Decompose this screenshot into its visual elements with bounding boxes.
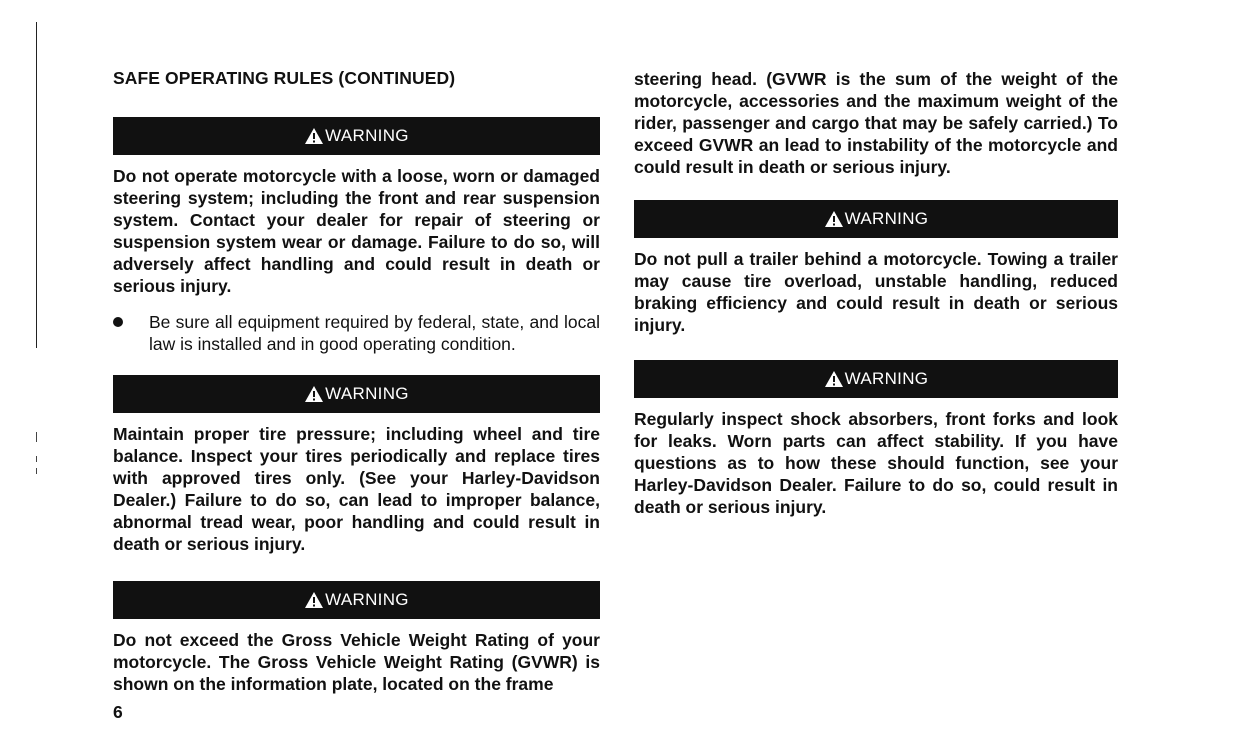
warning-triangle-icon xyxy=(304,385,324,403)
continued-text: steering head. (GVWR is the sum of the weight of the motorcycle, accessories and the maximum weight of the rider, passenger and cargo that may be safely carried.) To exceed GVWR an lead to instability of the motorcycle and could result in death or serious injury. xyxy=(634,69,1118,177)
bullet-item xyxy=(113,311,600,355)
right-column xyxy=(634,68,1118,518)
warning-label: WARNING xyxy=(844,209,929,228)
warning-triangle-icon xyxy=(304,591,324,609)
bullet-icon xyxy=(113,317,123,327)
warning-text: Do not pull a trailer behind a motorcycle. Towing a trailer may cause tire overload, unstable handling, reduced braking efficiency and could result in death or serious injury. xyxy=(634,249,1118,335)
page-number: 6 xyxy=(113,702,123,722)
warning-triangle-icon xyxy=(824,210,844,228)
margin-tick xyxy=(36,432,37,442)
section-heading: SAFE OPERATING RULES (CONTINUED) xyxy=(113,68,456,88)
warning-label: WARNING xyxy=(325,384,409,403)
left-column xyxy=(113,68,600,695)
warning-text: Do not exceed the Gross Vehicle Weight Rating of your motorcycle. The Gross Vehicle Weight Rating (GVWR) is shown on the information plate, located on the frame xyxy=(113,630,600,694)
warning-banner xyxy=(634,360,1118,398)
binding-line xyxy=(36,22,37,348)
margin-tick xyxy=(36,468,37,474)
warning-banner xyxy=(113,117,600,155)
warning-triangle-icon xyxy=(304,127,324,145)
warning-text: Maintain proper tire pressure; including wheel and tire balance. Inspect your tires periodically and replace tires with approved tires only. (See your Harley-Davidson Dealer.) Failure to do so, can lead to improper balance, abnormal tread wear, poor handling and could result in death or serious injury. xyxy=(113,424,600,554)
bullet-text: Be sure all equipment required by federal, state, and local law is installed and in good operating condition. xyxy=(149,312,600,354)
warning-banner xyxy=(113,581,600,619)
warning-triangle-icon xyxy=(824,370,844,388)
warning-banner xyxy=(634,200,1118,238)
warning-label: WARNING xyxy=(844,369,929,388)
margin-tick xyxy=(36,456,37,462)
warning-label: WARNING xyxy=(325,126,409,145)
warning-text: Regularly inspect shock absorbers, front forks and look for leaks. Worn parts can affect stability. If you have questions as to how these should function, see your Harley-Davidson Dealer. Failure to do so, could result in death or serious injury. xyxy=(634,409,1118,517)
warning-banner xyxy=(113,375,600,413)
warning-label: WARNING xyxy=(325,590,409,609)
warning-text: Do not operate motorcycle with a loose, worn or damaged steering system; including the front and rear suspension system. Contact your dealer for repair of steering or suspension system wear or damage. Failure to do so, will adversely affect handling and could result in death or serious injury. xyxy=(113,166,600,296)
